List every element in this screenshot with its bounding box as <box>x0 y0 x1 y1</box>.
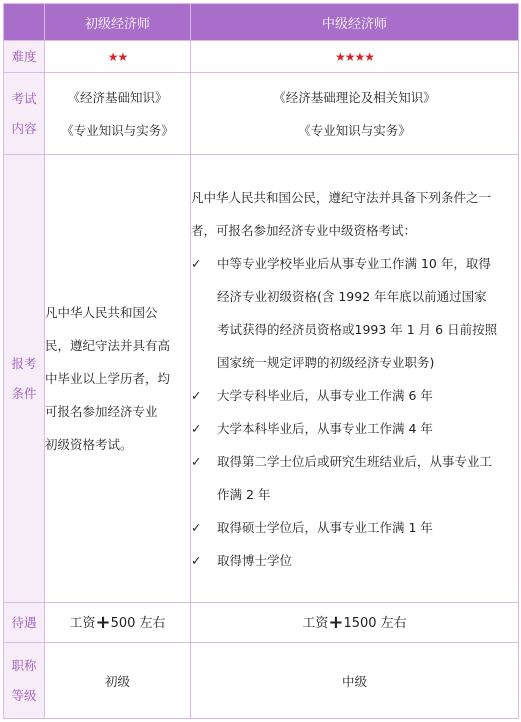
requirement-line: 取得博士学位 <box>217 552 293 568</box>
check-icon: ✓ <box>191 387 202 403</box>
header-corner <box>4 4 45 41</box>
pay-prefix: 工资 <box>302 616 329 631</box>
intermediate-pay-amount: 1500 左右 <box>343 616 407 631</box>
exam-row <box>4 73 519 155</box>
junior-pay-amount: 500 左右 <box>110 616 166 631</box>
requirement-line: 经济专业初级资格(含 1992 年年底以前通过国家 <box>217 288 487 304</box>
half-star-icon: ★ <box>364 50 375 64</box>
requirement-line: 取得硕士学位后，从事专业工作满 1 年 <box>217 519 433 535</box>
check-icon: ✓ <box>191 453 202 469</box>
intermediate-intro-line: 凡中华人民共和国公民，遵纪守法并具备下列条件之一 <box>191 189 492 205</box>
requirement-line: 大学专科毕业后，从事专业工作满 6 年 <box>217 387 433 403</box>
header-row <box>4 4 519 41</box>
requirements-label <box>4 155 45 603</box>
junior-req-line: 民，遵纪守法并具有高 <box>45 338 171 353</box>
intermediate-intro-line: 者，可报名参加经济专业中级资格考试： <box>191 222 417 238</box>
plus-icon: + <box>328 612 344 633</box>
intermediate-level: 中级 <box>191 643 519 719</box>
requirement-line: 取得第二学士位后或研究生班结业后，从事专业工 <box>217 453 493 469</box>
check-icon: ✓ <box>191 519 202 535</box>
level-label <box>4 643 45 719</box>
exam-label-line1: 考试 <box>11 90 37 106</box>
junior-exam-subject-1: 《经济基础知识》 <box>67 89 168 105</box>
header-intermediate: 中级经济师 <box>191 4 519 41</box>
requirement-line: 考试获得的经济员资格或1993 年 1 月 6 日前按照 <box>217 321 498 337</box>
requirement-item <box>191 247 518 379</box>
intermediate-exam-subject-2: 《专业知识与实务》 <box>298 122 411 138</box>
requirement-item <box>191 511 518 544</box>
intermediate-stars: ★★★ <box>334 50 365 64</box>
difficulty-row <box>4 41 519 73</box>
requirement-item <box>191 445 518 511</box>
junior-req-line: 初级资格考试。 <box>45 437 133 452</box>
requirement-item <box>191 544 518 577</box>
pay-prefix: 工资 <box>69 616 96 631</box>
intermediate-exam-subject-1: 《经济基础理论及相关知识》 <box>273 89 436 105</box>
junior-requirements <box>45 155 191 603</box>
requirements-label-line1: 报考 <box>11 355 37 371</box>
junior-level: 初级 <box>45 643 191 719</box>
level-label-line1: 职称 <box>11 657 37 673</box>
junior-req-line: 中毕业以上学历者，均 <box>45 371 171 386</box>
intermediate-difficulty <box>191 41 519 73</box>
requirement-item <box>191 412 518 445</box>
requirement-line: 中等专业学校毕业后从事专业工作满 10 年，取得 <box>217 255 491 271</box>
check-icon: ✓ <box>191 255 202 271</box>
junior-difficulty <box>45 41 191 73</box>
junior-exam-content <box>45 73 191 155</box>
junior-exam-subject-2: 《专业知识与实务》 <box>61 122 174 138</box>
intermediate-requirements <box>191 155 519 603</box>
requirements-row <box>4 155 519 603</box>
check-icon: ✓ <box>191 420 202 436</box>
junior-pay <box>45 603 191 643</box>
exam-label-line2: 内容 <box>11 120 37 136</box>
junior-req-line: 凡中华人民共和国公 <box>45 305 158 320</box>
junior-req-line: 可报名参加经济专业 <box>45 404 158 419</box>
check-icon: ✓ <box>191 552 202 568</box>
requirements-label-line2: 条件 <box>11 385 37 401</box>
header-junior: 初级经济师 <box>45 4 191 41</box>
comparison-table <box>3 3 519 719</box>
pay-label: 待遇 <box>4 603 45 643</box>
requirement-line: 大学本科毕业后，从事专业工作满 4 年 <box>217 420 433 436</box>
difficulty-label: 难度 <box>4 41 45 73</box>
exam-label <box>4 73 45 155</box>
junior-stars: ★★ <box>107 50 128 64</box>
requirement-item <box>191 379 518 412</box>
level-label-line2: 等级 <box>11 687 37 703</box>
intermediate-pay <box>191 603 519 643</box>
requirement-line: 作满 2 年 <box>217 486 271 502</box>
level-row <box>4 643 519 719</box>
intermediate-exam-content <box>191 73 519 155</box>
plus-icon: + <box>95 612 111 633</box>
requirement-line: 国家统一规定评聘的初级经济专业职务) <box>217 354 435 370</box>
pay-row <box>4 603 519 643</box>
